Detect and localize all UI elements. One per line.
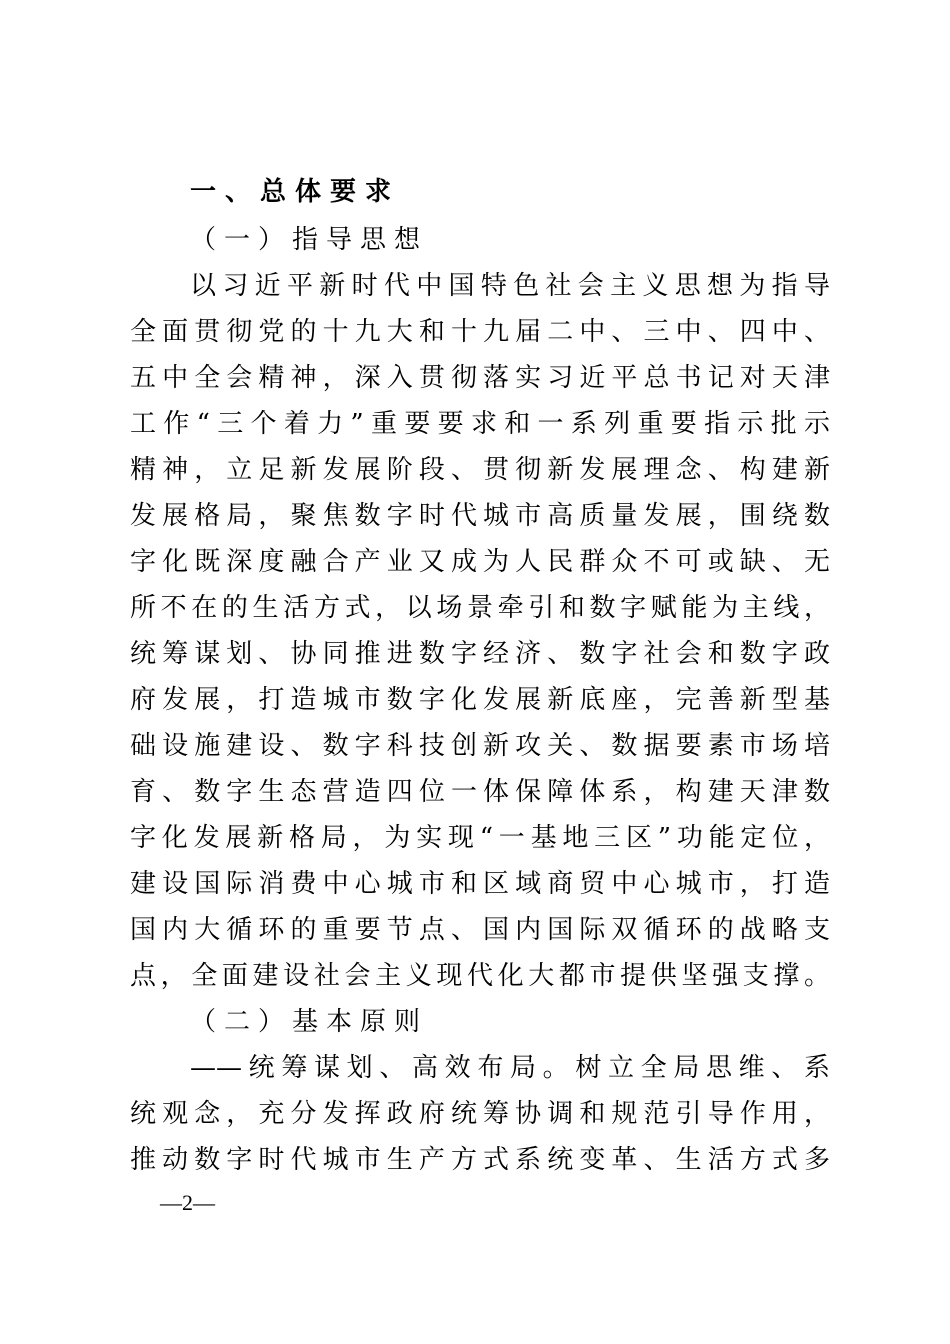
paragraph-line: 国内大循环的重要节点、国内国际双循环的战略支: [130, 915, 830, 945]
paragraph-line: ——统筹谋划、高效布局。树立全局思维、系: [190, 1053, 830, 1083]
paragraph-line: 字化既深度融合产业又成为人民群众不可或缺、无: [130, 547, 830, 577]
paragraph-line: 以习近平新时代中国特色社会主义思想为指导: [190, 271, 830, 301]
paragraph-line: 统观念，充分发挥政府统筹协调和规范引导作用，: [130, 1099, 830, 1129]
paragraph-line: 字化发展新格局，为实现“一基地三区”功能定位，: [130, 823, 830, 853]
paragraph-line: 五中全会精神，深入贯彻落实习近平总书记对天津: [130, 363, 830, 393]
section-heading-guiding-ideology: （一）指导思想: [190, 225, 429, 255]
paragraph-line: 所不在的生活方式，以场景牵引和数字赋能为主线，: [130, 593, 830, 623]
paragraph-line: 础设施建设、数字科技创新攻关、数据要素市场培: [130, 731, 830, 761]
paragraph-line: 全面贯彻党的十九大和十九届二中、三中、四中、: [130, 317, 830, 347]
paragraph-line: 发展格局，聚焦数字时代城市高质量发展，围绕数: [130, 501, 830, 531]
paragraph-line: 府发展，打造城市数字化发展新底座，完善新型基: [130, 685, 830, 715]
section-heading-basic-principles: （二）基本原则: [190, 1007, 429, 1037]
paragraph-line: 工作“三个着力”重要要求和一系列重要指示批示: [130, 409, 830, 439]
paragraph-line: 点，全面建设社会主义现代化大都市提供坚强支撑。: [130, 961, 830, 991]
paragraph-line: 育、数字生态营造四位一体保障体系，构建天津数: [130, 777, 830, 807]
paragraph-line: 建设国际消费中心城市和区域商贸中心城市，打造: [130, 869, 830, 899]
paragraph-line: 精神，立足新发展阶段、贯彻新发展理念、构建新: [130, 455, 830, 485]
page-number: —2—: [160, 1190, 215, 1215]
chapter-heading: 一、总体要求: [190, 177, 401, 207]
paragraph-line: 统筹谋划、协同推进数字经济、数字社会和数字政: [130, 639, 830, 669]
paragraph-line: 推动数字时代城市生产方式系统变革、生活方式多: [130, 1145, 830, 1175]
